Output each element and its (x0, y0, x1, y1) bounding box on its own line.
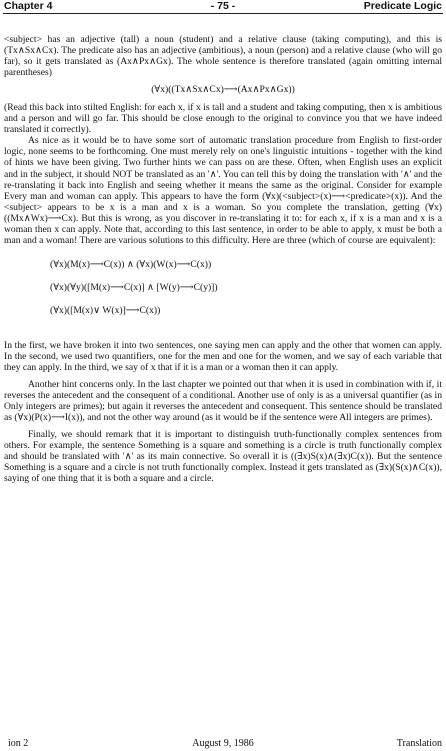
page-footer (0, 738, 446, 751)
body-text (4, 34, 442, 484)
formula-solution-2: (∀x)(∀y)([M(x)⟶C(x)] ∧ [W(y)⟶C(y)]) (50, 281, 218, 293)
footer-section: ion 2 (8, 738, 29, 749)
page-number: - 75 - (210, 0, 236, 12)
header-rule (3, 13, 443, 14)
paragraph-only-hint: Another hint concerns only. In the last chapter we pointed out that when it is used in combination with if, it reverses the antecedent and the consequent of a conditional. Another use of only is as a universal quantifier (as in Only integers are primes); but again it reverses the antecedent and consequent. This sentence should be translated as (∀x)(P(x)⟶I(x)), and not the other way around (as it would be if the sentence were All integers are primes). (4, 378, 442, 424)
footer-date: August 9, 1986 (192, 738, 254, 749)
chapter-label: Chapter 4 (4, 0, 53, 12)
paragraph-truth-functional: Finally, we should remark that it is important to distinguish truth-functionally complex sentences from others. For example, the sentence Something is a square and something is a circle is truth functionally complex and should be translated with '∧' as its main connective. So overall it is ((∃x)S(x)∧(∃x)C(x)). But the sentence Something is a square and a circle is not truth functionally complex. Instead it gets translated as (∃x)(S(x)∧C(x)), saying of one thing that it is both a square and a circle. (4, 429, 442, 485)
formula-whole-sentence: (∀x)((Tx∧Sx∧Cx)⟶(Ax∧Px∧Gx)) (151, 84, 295, 96)
formula-solution-3: (∀x)([M(x)∨ W(x)]⟶C(x)) (50, 304, 161, 316)
formula-list (50, 259, 442, 328)
paragraph-translation-hints: As nice as it would be to have some sort of automatic translation procedure from English to first-order logic, none seems to be forthcoming. One must merely rely on one's linguistic intuitions - together with the kind of hints we have been giving. Two further hints we can pass on are these. Often, when English uses an explicit and in the subject, it should NOT be translated as an '∧'. You can tell this by doing the translation with '∧' and the re-translating it back into English and seeing whether it means the same as the original. Consider for example Every man and woman can apply. This appears to have the form (∀x)(<subject>(x)⟶<predicate>(x)). And the <subject> appears to be x is a man and x is a woman. So you complete the translation, getting (∀x)((Mx∧Wx)⟶Cx). But this is wrong, as you discover in re-translating it to: for each x, if x is a man and x is a woman then x can apply. Note that, according to this last sentence, in order to be able to apply, x must be both a man and a woman! There are various solutions to this difficulty. Here are three (which of course are equivalent): (4, 135, 442, 246)
formula-solution-1: (∀x)(M(x)⟶C(x)) ∧ (∀x)(W(x)⟶C(x)) (50, 258, 212, 270)
paragraph-solutions-explained: In the first, we have broken it into two sentences, one saying men can apply and the other that women can apply. In the second, we used two quantifiers, one for the men and one for the women, and we say of each variable that they can apply. In the third, we say of x that if it is a man or a woman then it can apply. (4, 339, 442, 373)
chapter-title: Predicate Logic (363, 0, 442, 12)
footer-chapter: Translation (396, 738, 442, 749)
paragraph-subject: <subject> has an adjective (tall) a noun (student) and a relative clause (taking computing), and this is (Tx∧Sx∧Cx). The predicate also has an adjective (ambitious), a noun (person) and a relative clause (who will go far), so it gets translated as (Ax∧Px∧Gx). The whole sentence is therefore translated (again omitting internal parentheses) (4, 34, 442, 79)
page-header (0, 0, 446, 14)
paragraph-read-back: (Read this back into stilted English: for each x, if x is tall and a student and taking computing, then x is ambitious and a person and will go far. This should be close enough to the original to convince you that we have indeed translated it correctly). (4, 102, 442, 136)
